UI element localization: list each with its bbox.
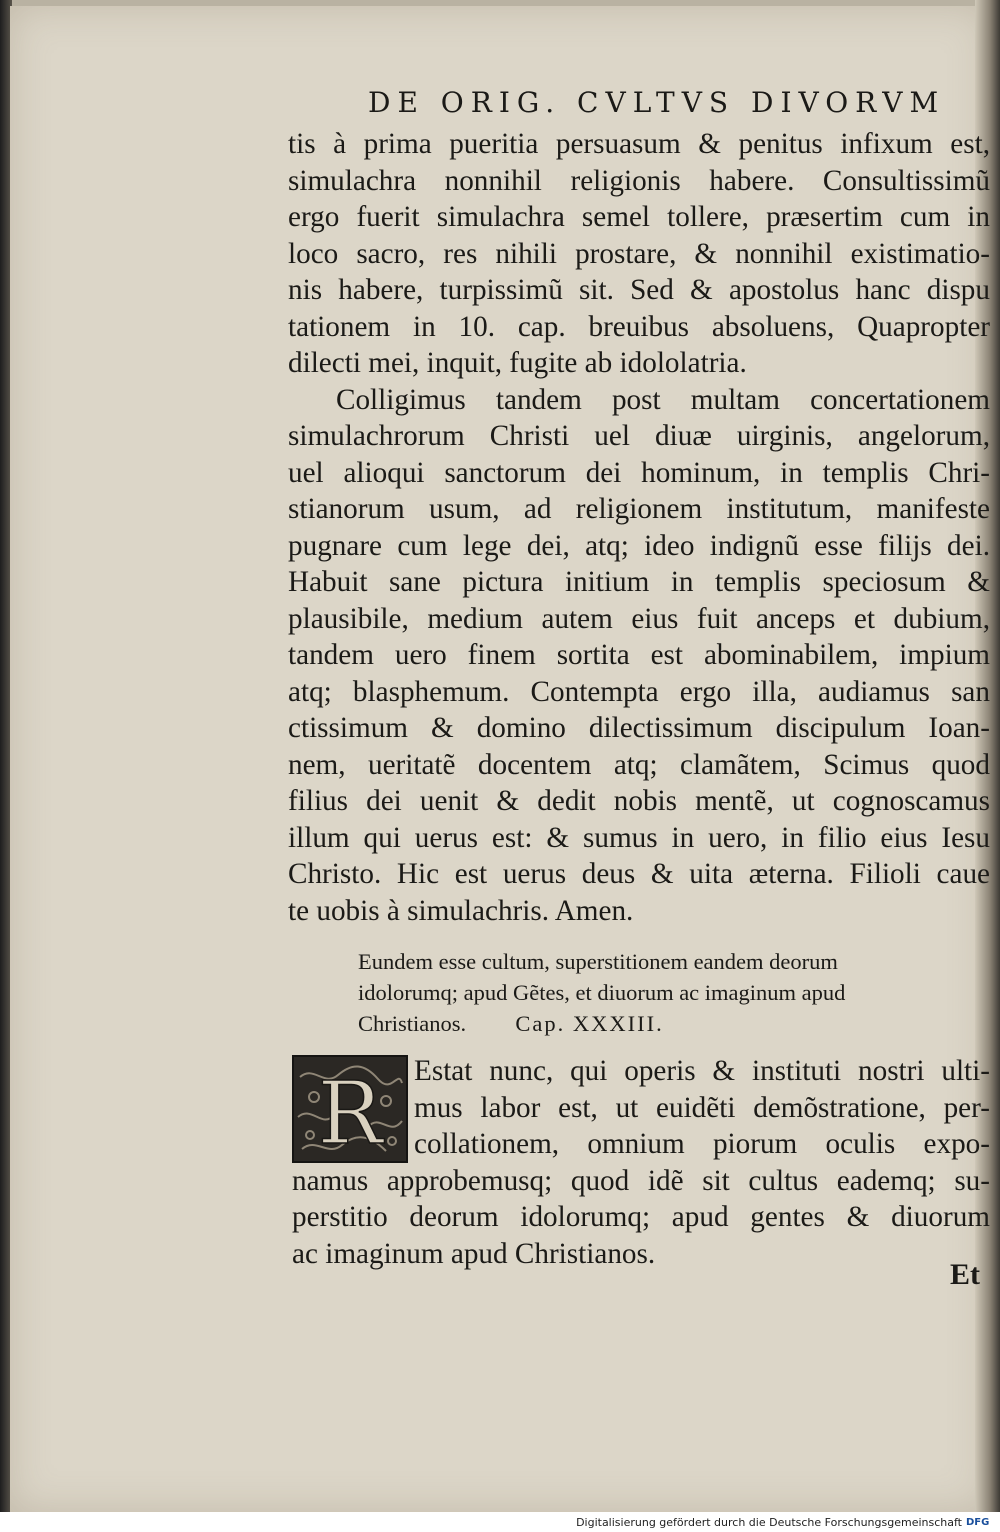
chapter-number: Cap. XXXIII.: [515, 1011, 664, 1036]
body-paragraph-2: [292, 1053, 990, 1272]
text-line: collationem, omnium piorum oculis expo-: [414, 1128, 990, 1160]
text-line: filius dei uenit & dedit nobis mentẽ, ut cognoscamus: [288, 785, 990, 817]
text-line: simulachrorum Christi uel diuæ uirginis, angelorum,: [288, 420, 990, 452]
text-line: ergo fuerit simulachra semel tollere, præsertim cum in: [288, 201, 990, 233]
text-line: namus approbemusq; quod idẽ sit cultus eademq; su-: [292, 1164, 990, 1197]
text-line: illum qui uerus est: & sumus in uero, in filio eius Iesu: [288, 821, 990, 854]
chapter-heading-line: idolorumq; apud Gẽtes, et diuorum ac imaginum apud: [358, 980, 846, 1005]
text-line: mus labor est, ut euidẽti demõstratione, per-: [414, 1091, 990, 1124]
text-line: tationem in 10. cap. breuibus absoluens, Quapropter: [288, 310, 990, 343]
text-line: ac imaginum apud Christianos.: [292, 1237, 656, 1270]
text-line: stianorum usum, ad religionem institutum, manifeste: [288, 493, 990, 525]
text-line: Colligimus tandem post multam concertationem: [336, 383, 990, 416]
chapter-heading: [358, 946, 958, 1039]
text-line: te uobis à simulachris. Amen.: [288, 894, 634, 927]
text-line: Christo. Hic est uerus deus & uita æterna. Filioli caue: [288, 858, 990, 890]
text-line: perstitio deorum idolorumq; apud gentes & diuorum: [292, 1201, 990, 1233]
initial-letter: R: [317, 1064, 383, 1161]
text-line: tandem uero finem sortita est abominabilem, impium: [288, 639, 990, 671]
catchword: Et: [950, 1258, 980, 1291]
text-line: dilecti mei, inquit, fugite ab idololatria.: [288, 347, 747, 379]
chapter-heading-line: [358, 1008, 958, 1039]
text-line: pugnare cum lege dei, atq; ideo indignũ esse filijs dei.: [288, 529, 990, 562]
text-line: atq; blasphemum. Contempta ergo illa, audiamus san: [288, 675, 990, 708]
body-paragraph-1: [288, 126, 990, 929]
funding-credit: Digitalisierung gefördert durch die Deutsche Forschungsgemeinschaft: [576, 1516, 962, 1529]
text-line: simulachra nonnihil religionis habere. Consultissimũ: [288, 164, 990, 197]
text-line: uel alioqui sanctorum dei hominum, in templis Chri-: [288, 456, 990, 489]
text-line: Habuit sane pictura initium in templis speciosum &: [288, 566, 990, 598]
dfg-logo: DFG: [966, 1517, 990, 1528]
text-line: tis à prima pueritia persuasum & penitus infixum est,: [288, 128, 990, 160]
text-line: Estat nunc, qui operis & instituti nostri ulti-: [414, 1055, 990, 1087]
text-line: nis habere, turpissimũ sit. Sed & apostolus hanc dispu: [288, 274, 990, 306]
text-line: plausibile, medium autem eius fuit anceps et dubium,: [288, 602, 990, 635]
text-line: ctissimum & domino dilectissimum discipulum Ioan-: [288, 712, 990, 744]
chapter-heading-end: Christianos.: [358, 1011, 467, 1036]
text-line: nem, ueritatẽ docentem atq; clamãtem, Scimus quod: [288, 748, 990, 781]
text-line: loco sacro, res nihili prostare, & nonnihil existimatio-: [288, 237, 990, 270]
chapter-heading-line: Eundem esse cultum, superstitionem eandem deorum: [358, 949, 838, 974]
running-head: DE ORIG. CVLTVS DIVORVM: [368, 86, 946, 119]
